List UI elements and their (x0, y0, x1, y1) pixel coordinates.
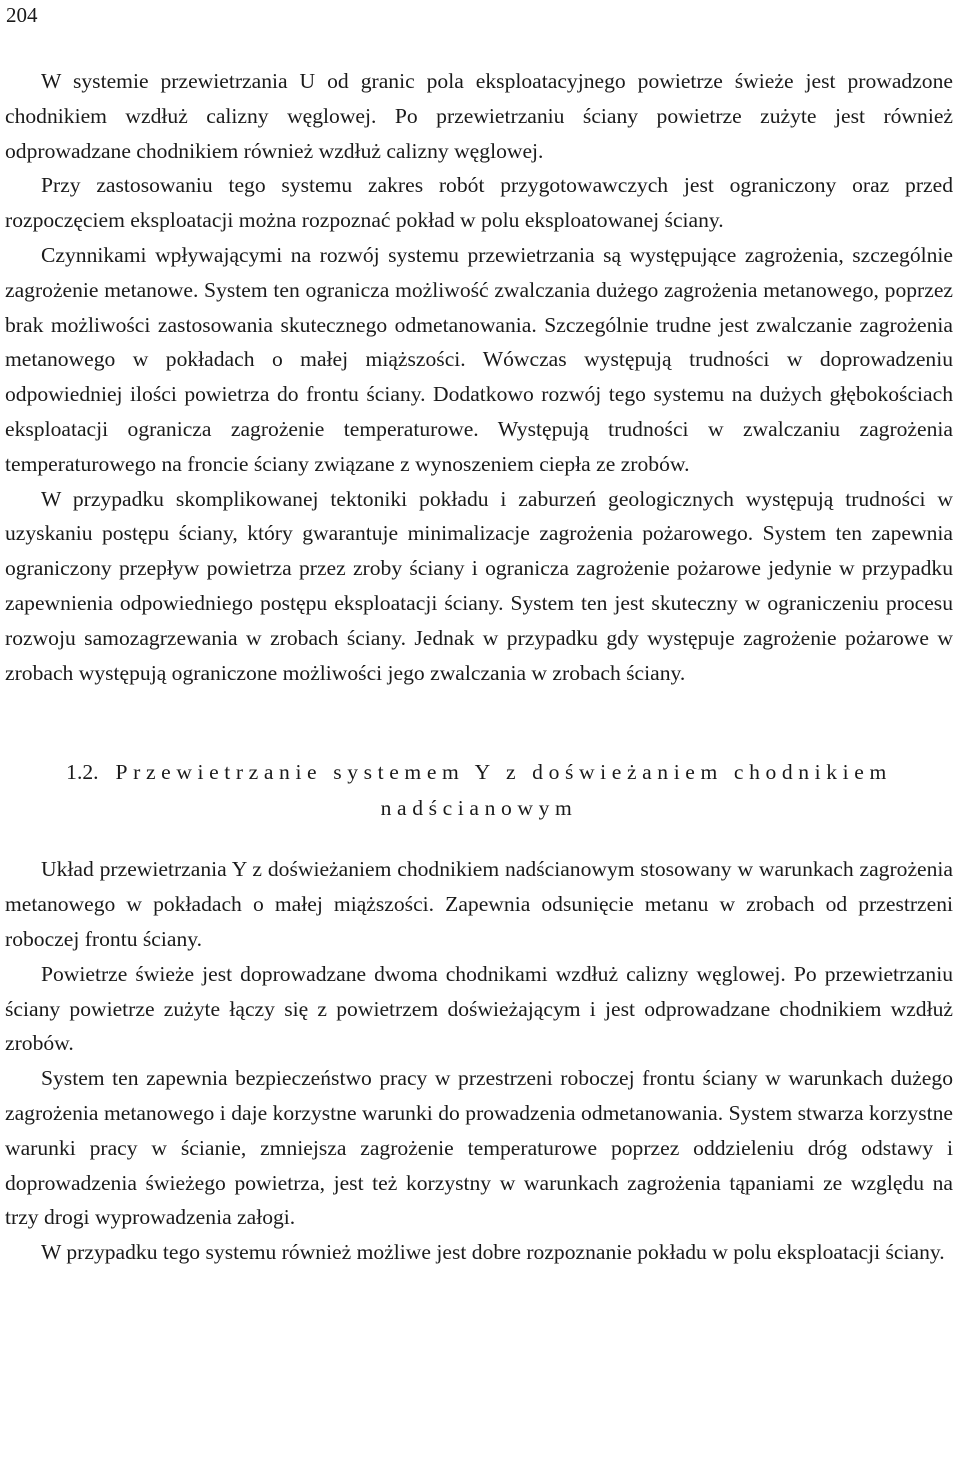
paragraph: Czynnikami wpływającymi na rozwój systemu przewietrzania są występujące zagrożenia, szczególnie zagrożenie metanowe. System ten ogranicza możliwość zwalczania dużego zagrożenia metanowego, poprzez brak możliwości zastosowania skutecznego odmetanowania. Szczególnie trudne jest zwalczanie zagrożenia metanowego w pokładach o małej miąższości. Wówczas występują trudności w doprowadzeniu odpowiedniej ilości powietrza do frontu ściany. Dodatkowo rozwój tego systemu na dużych głębokościach eksploatacji ogranicza zagrożenie temperaturowe. Występują trudności w zwalczaniu zagrożenia temperaturowego na froncie ściany związane z wynoszeniem ciepła ze zrobów. (5, 242, 953, 476)
paragraph: System ten zapewnia bezpieczeństwo pracy w przestrzeni roboczej frontu ściany w warunkach dużego zagrożenia metanowego i daje korzystne warunki do prowadzenia odmetanowania. System stwarza korzystne warunki pracy w ścianie, zmniejsza zagrożenie temperaturowe poprzez oddzieleniu dróg odstawy i doprowadzenia świeżego powietrza, jest też korzystny w warunkach zagrożenia tąpaniami ze względu na trzy drogi wyprowadzenia załogi. (5, 1066, 953, 1230)
section-heading (5, 754, 953, 826)
page-body (5, 64, 953, 1270)
section-title: Przewietrzanie systemem Y z doświeżaniem chodnikiem nadścianowym (115, 760, 892, 821)
section-number: 1.2. (66, 760, 99, 785)
paragraph: W przypadku tego systemu również możliwe jest dobre rozpoznanie pokładu w polu eksploatacji ściany. (41, 1240, 945, 1265)
paragraph: Układ przewietrzania Y z doświeżaniem chodnikiem nadścianowym stosowany w warunkach zagrożenia metanowego w pokładach o małej miąższości. Zapewnia odsunięcie metanu w zrobach od przestrzeni roboczej frontu ściany. (5, 857, 953, 951)
paragraph: Przy zastosowaniu tego systemu zakres robót przygotowawczych jest ograniczony oraz przed rozpoczęciem eksploatacji można rozpoznać pokład w polu eksploatowanej ściany. (5, 173, 953, 233)
paragraph: W systemie przewietrzania U od granic pola eksploatacyjnego powietrze świeże jest prowadzone chodnikiem wzdłuż calizny węglowej. Po przewietrzaniu ściany powietrze zużyte jest również odprowadzane chodnikiem również wzdłuż calizny węglowej. (5, 69, 953, 163)
page-number: 204 (6, 3, 38, 27)
paragraph: W przypadku skomplikowanej tektoniki pokładu i zaburzeń geologicznych występują trudności w uzyskaniu postępu ściany, który gwarantuje minimalizacje zagrożenia pożarowego. System ten zapewnia ograniczony przepływ powietrza przez zroby ściany i ogranicza zagrożenie pożarowe jedynie w przypadku zapewnienia odpowiedniego postępu eksploatacji ściany. System ten jest skuteczny w ograniczeniu procesu rozwoju samozagrzewania w zrobach ściany. Jednak w przypadku gdy występuje zagrożenie pożarowe w zrobach występują ograniczone możliwości jego zwalczania w zrobach ściany. (5, 486, 953, 685)
paragraph: Powietrze świeże jest doprowadzane dwoma chodnikami wzdłuż calizny węglowej. Po przewietrzaniu ściany powietrze zużyte łączy się z powietrzem doświeżającym i jest odprowadzane chodnikiem wzdłuż zrobów. (5, 961, 953, 1056)
